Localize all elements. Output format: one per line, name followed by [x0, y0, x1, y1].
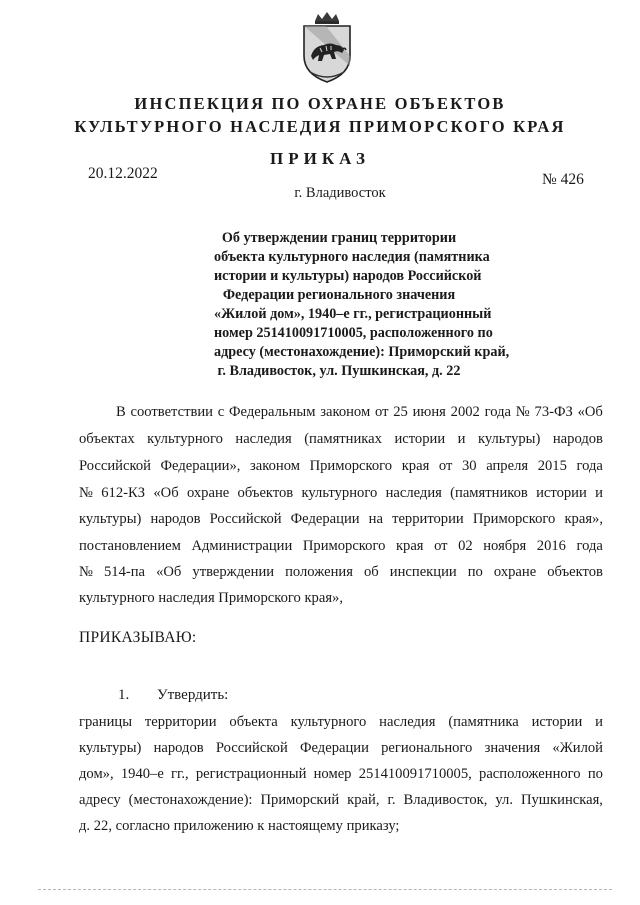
item-number: 1.	[118, 687, 130, 703]
word: апреля	[486, 458, 529, 474]
word: постановлением	[79, 538, 181, 554]
word: года	[576, 458, 603, 474]
word: расположенного	[479, 766, 581, 782]
word: культуры)	[477, 431, 541, 447]
word: Пушкинская,	[520, 792, 603, 808]
word: культурного	[147, 431, 223, 447]
word: В	[116, 404, 126, 420]
word: культуры)	[79, 740, 142, 756]
word: г.	[387, 792, 396, 808]
word: 2016	[536, 538, 566, 554]
word: Российской	[79, 458, 151, 474]
subject-line: г. Владивосток, ул. Пушкинская, д. 22	[217, 363, 461, 379]
order-number: № 426	[542, 171, 584, 188]
word: Приморский	[260, 792, 340, 808]
word: 73-ФЗ	[534, 404, 573, 420]
word: с	[217, 404, 225, 420]
word: объектах	[79, 431, 135, 447]
word: территории	[144, 714, 217, 730]
preamble-line	[116, 404, 603, 421]
word: от	[438, 458, 453, 474]
word: номер	[313, 766, 352, 782]
word: народов	[552, 431, 603, 447]
word: культурного	[290, 714, 367, 730]
document-type: ПРИКАЗ	[270, 149, 370, 168]
order-subject	[214, 229, 510, 381]
word: Российской	[215, 740, 288, 756]
word: 251410091710005,	[358, 766, 472, 782]
coat-of-arms-icon	[296, 12, 358, 84]
word: культуры)	[79, 511, 142, 527]
word: «Об	[156, 564, 182, 580]
subject-line: истории и культуры) народов Российской	[214, 268, 482, 284]
item-title: Утвердить:	[157, 687, 229, 703]
word: ул.	[495, 792, 513, 808]
word: Российской	[209, 511, 282, 527]
word: (местонахождение):	[128, 792, 253, 808]
word: положения	[285, 564, 353, 580]
word: на	[368, 511, 383, 527]
word: по	[587, 766, 603, 782]
word: гг.,	[171, 766, 189, 782]
word: границы	[79, 714, 132, 730]
word: (памятников	[450, 485, 528, 501]
order-date: 20.12.2022	[88, 165, 158, 182]
word: Федеральным	[229, 404, 316, 420]
word: охране	[186, 485, 230, 501]
preamble-line	[79, 564, 603, 581]
subject-line: Федерации регионального значения	[222, 287, 456, 303]
word: Администрации	[191, 538, 293, 554]
item-line	[79, 766, 603, 783]
word: соответствии	[130, 404, 213, 420]
word: Федерации	[299, 740, 369, 756]
word: по	[467, 564, 483, 580]
org-name-line-1: ИНСПЕКЦИЯ ПО ОХРАНЕ ОБЪЕКТОВ	[134, 94, 506, 113]
word: утверждении	[192, 564, 275, 580]
word: значения	[484, 740, 541, 756]
item-line	[79, 740, 603, 757]
word: законом	[250, 458, 300, 474]
word: «Об	[577, 404, 603, 420]
preamble-line	[79, 458, 603, 475]
word: «Об	[153, 485, 179, 501]
word: территории	[392, 511, 464, 527]
word: истории	[531, 714, 583, 730]
word: истории	[536, 485, 587, 501]
word: Владивосток,	[403, 792, 488, 808]
word: Приморского	[309, 458, 393, 474]
footer-divider	[38, 889, 612, 890]
word: объекта	[229, 714, 278, 730]
word: наследия	[235, 431, 292, 447]
subject-line: адресу (местонахождение): Приморский край,	[214, 344, 510, 360]
word: 25	[393, 404, 408, 420]
word: наследия	[379, 714, 436, 730]
word: регионального	[381, 740, 473, 756]
word: истории	[394, 431, 446, 447]
word: 612-КЗ	[101, 485, 146, 501]
word: края»,	[564, 511, 603, 527]
word: 1940–е	[120, 766, 164, 782]
word: объектов	[237, 485, 294, 501]
word: «Жилой	[552, 740, 603, 756]
word: адресу	[79, 792, 121, 808]
word: Федерации	[290, 511, 360, 527]
word: 2002	[450, 404, 480, 420]
word: и	[595, 485, 603, 501]
word: наследия	[385, 485, 442, 501]
word: края	[395, 538, 424, 554]
item-line	[79, 714, 603, 731]
word: года	[484, 404, 512, 420]
preamble-line	[79, 431, 603, 448]
word: об	[364, 564, 379, 580]
order-directive: ПРИКАЗЫВАЮ:	[79, 629, 197, 646]
word: Приморского	[302, 538, 386, 554]
word: край,	[347, 792, 380, 808]
word: и	[457, 431, 466, 447]
word: (памятниках	[304, 431, 382, 447]
word: №	[79, 564, 93, 580]
word: года	[576, 538, 603, 554]
word: Федерации»,	[160, 458, 241, 474]
word: №	[79, 485, 93, 501]
word: июня	[412, 404, 446, 420]
preamble-line: культурного наследия Приморского края»,	[79, 590, 343, 606]
word: инспекции	[389, 564, 457, 580]
word: охране	[493, 564, 537, 580]
word: от	[434, 538, 448, 554]
subject-line: «Жилой дом», 1940–е гг., регистрационный	[214, 306, 492, 322]
word: №	[515, 404, 530, 420]
word: дом»,	[79, 766, 114, 782]
word: от	[374, 404, 389, 420]
word: народов	[153, 740, 204, 756]
word: объектов	[547, 564, 603, 580]
word: (памятника	[448, 714, 519, 730]
subject-line: номер 251410091710005, расположенного по	[214, 325, 493, 341]
preamble-line	[79, 538, 603, 555]
word: культурного	[301, 485, 378, 501]
item-line	[79, 792, 603, 809]
word: 02	[458, 538, 473, 554]
org-name-line-2: КУЛЬТУРНОГО НАСЛЕДИЯ ПРИМОРСКОГО КРАЯ	[74, 117, 566, 136]
word: и	[595, 714, 603, 730]
word: 514-па	[103, 564, 146, 580]
word: регистрационный	[195, 766, 307, 782]
city: г. Владивосток	[294, 185, 386, 201]
word: 30	[462, 458, 477, 474]
word: Приморского	[472, 511, 556, 527]
subject-line: объекта культурного наследия (памятника	[214, 249, 490, 265]
word: 2015	[537, 458, 567, 474]
subject-line: Об утверждении границ территории	[221, 230, 457, 246]
word: законом	[320, 404, 371, 420]
word: ноября	[483, 538, 527, 554]
item-line: д. 22, согласно приложению к настоящему приказу;	[79, 818, 400, 834]
preamble-line	[79, 511, 603, 528]
word: края	[401, 458, 430, 474]
word: народов	[150, 511, 201, 527]
preamble-line	[79, 485, 603, 502]
